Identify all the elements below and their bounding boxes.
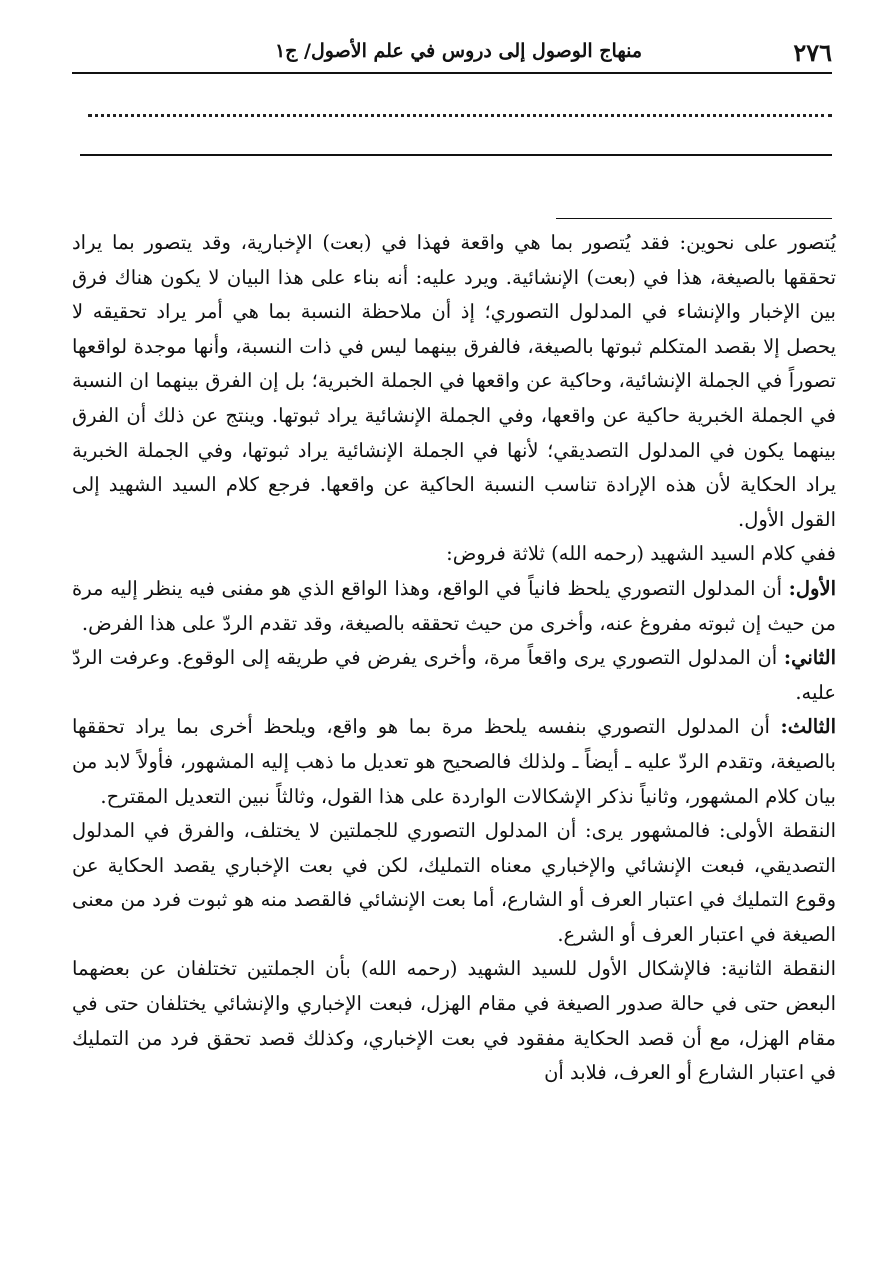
section-rule — [80, 154, 832, 156]
paragraph: ففي كلام السيد الشهيد (رحمه الله) ثلاثة فروض: — [446, 542, 836, 566]
dotted-separator — [88, 114, 832, 117]
paragraph: الثالث: أن المدلول التصوري بنفسه يلحظ مرة بما هو واقع، ويلحظ أخرى بما يراد تحققها بالصيغة، وتقدم الردّ عليه ـ أيضاً ـ ولذلك فالصحيح هو تعديل ما ذهب إليه المشهور، فأولاً لابد من بيان كلام المشهور، وثانياً نذكر الإشكالات الواردة على هذا القول، وثالثاً نبين التعديل المقترح. — [72, 715, 836, 808]
footnote-rule — [556, 218, 832, 219]
paragraph-lead: الأول: — [788, 576, 836, 600]
paragraph: يُتصور على نحوين: فقد يُتصور بما هي واقعة فهذا في (بعت) الإخبارية، وقد يتصور بما يراد تحققها بالصيغة، هذا في (بعت) الإنشائية. ويرد عليه: أنه بناء على هذا البيان لا يكون هناك فرق بين الإخبار والإنشاء في المدلول التصوري؛ إذ أن ملاحظة النسبة بما هي أمر يراد تحقيقه لا يحصل إلا بقصد المتكلم ثبوتها بالصيغة، فالفرق بينهما ليس في ذات النسبة، وأنها موجدة لواقعها تصوراً في الجملة الإنشائية، وحاكية عن واقعها في الجملة الخبرية؛ بل إن الفرق بينهما ان النسبة في الجملة الخبرية حاكية عن واقعها، وفي الجملة الإنشائية يراد ثبوتها. وينتج عن ذلك أن الفرق بينهما يكون في المدلول التصديقي؛ لأنها في الجملة الإنشائية يراد ثبوتها، وفي الجملة الخبرية يراد الحكاية لأن هذه الإرادة تناسب النسبة الحاكية عن واقعها. فرجع كلام السيد الشهيد إلى القول الأول. — [72, 231, 836, 531]
paragraph: الثاني: أن المدلول التصوري يرى واقعاً مرة، وأخرى يفرض في طريقه إلى الوقوع. وعرفت الردّ عليه. — [72, 646, 836, 704]
paragraph: النقطة الأولى: فالمشهور يرى: أن المدلول التصوري للجملتين لا يختلف، والفرق في المدلول التصديقي، فبعت الإنشائي والإخباري معناه التمليك، لكن في بعت الإخباري يقصد الحكاية عن وقوع التمليك في اعتبار العرف أو الشارع، أما بعت الإنشائي فالقصد منه هو ثبوت فرد من معنى الصيغة في اعتبار العرف أو الشرع. — [72, 819, 836, 946]
paragraph: الأول: أن المدلول التصوري يلحظ فانياً في الواقع، وهذا الواقع الذي هو مفنى فيه ينظر إليه مرة من حيث إن ثبوته مفروغ عنه، وأخرى من حيث تحققه بالصيغة، وقد تقدم الردّ على هذا الفرض. — [72, 576, 836, 635]
paragraph-lead: الثاني: — [783, 646, 836, 670]
body-text — [72, 226, 836, 1091]
page-number: ٢٧٦ — [793, 38, 832, 67]
header-rule — [72, 72, 832, 74]
paragraph: النقطة الثانية: فالإشكال الأول للسيد الشهيد (رحمه الله) بأن الجملتين تختلفان عن بعضهما البعض حتى في حالة صدور الصيغة في مقام الهزل، فبعت الإخباري والإنشائي يختلفان حتى في مقام الهزل، مع أن قصد الحكاية مفقود في بعت الإخباري، وكذلك قصد تحقق فرد من التمليك في اعتبار الشارع أو العرف، فلابد أن — [72, 957, 836, 1085]
running-title: منهاج الوصول إلى دروس في علم الأصول/ ج١ — [274, 40, 642, 62]
paragraph-lead: الثالث: — [780, 715, 836, 739]
page-header — [72, 38, 832, 70]
